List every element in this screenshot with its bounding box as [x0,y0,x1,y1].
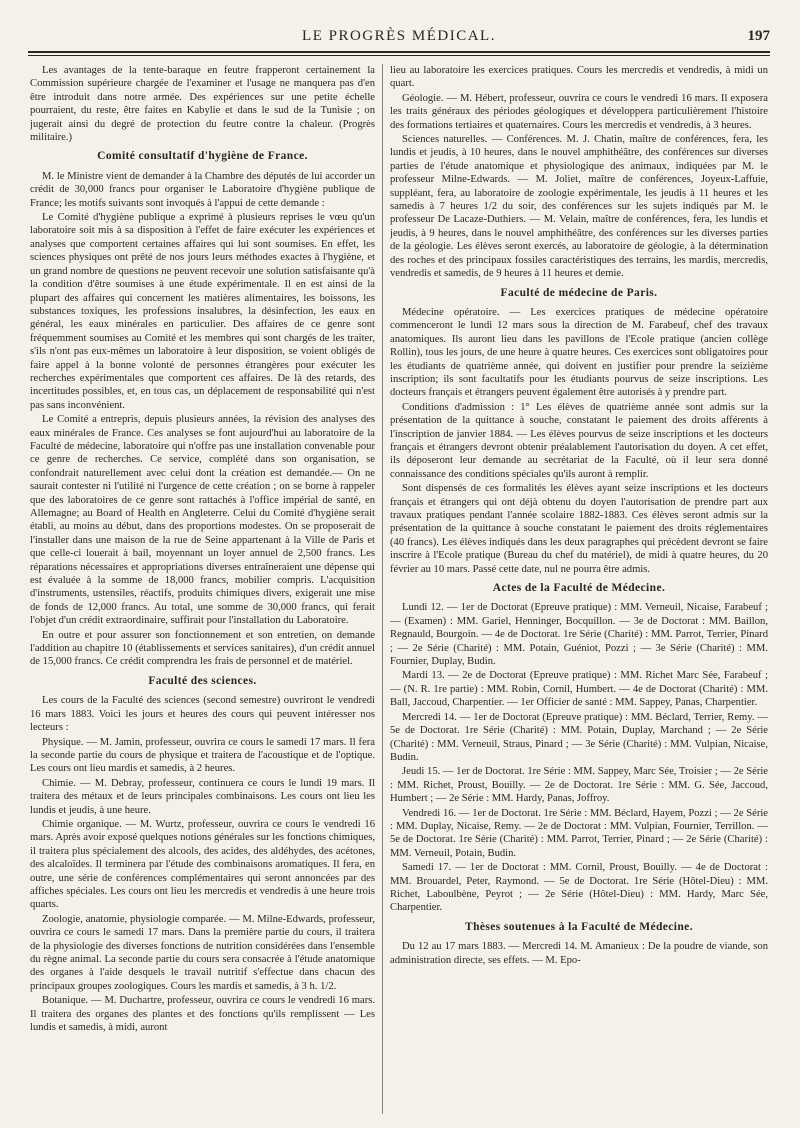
paragraph: M. le Ministre vient de demander à la Chambre des députés de lui accorder un crédit de 30,000 francs pour organiser le Laboratoire d'hygiène publique de France; les motifs suivants sont invoqués à l'appui de cette demande : [30,170,375,209]
exam-entry: Samedi 17. — 1er de Doctorat : MM. Cornil, Proust, Bouilly. — 4e de Doctorat : MM. Brouardel, Peter, Raymond. — 5e de Doctorat. 1re Série (Hôtel-Dieu) : MM. Richet, Laboulbène, Peyrot ; — 2e Série (Hôtel-Dieu) : MM. Hardy, Marc Sée, Charpentier. [390,862,768,914]
paragraph: Conditions d'admission : 1° Les élèves de quatrième année sont admis sur la présentation de la quittance à souche, constatant le paiement des droits afférents à l'inscription de janvier 1884. — Les élèves pourvus de seize inscriptions et les docteurs français et étrangers devront obtenir préalablement l'autorisation du doyen. A cet effet, ils déposeront leur demande au secrétariat de la Faculté, où il leur sera donné connaissance des conditions spéciales qu'ils auront à remplir. [390,401,768,480]
exam-entry: Mercredi 14. — 1er de Doctorat (Epreuve pratique) : MM. Béclard, Terrier, Remy. — 5e de Doctorat. 1re Série (Charité) : MM. Potain, Duplay, Marchand ; — 2e Série (Charité) : MM. Verneuil, Straus, Pinard ; — 3e Série (Charité) : MM. Vulpian, Nicaise, Budin. [390,711,768,763]
paragraph: Le Comité d'hygiène publique a exprimé à plusieurs reprises le vœu qu'un laboratoire soit mis à sa disposition à l'effet de faire exécuter les expériences et analyses que comportent certaines affaires qui lui sont soumises. En effet, les sciences physiques ont prêté de nos jours leurs méthodes exactes à l'hygiène, et un grand nombre de questions ne peuvent recevoir une solution satisfaisante qu'à la condition d'être soumises à une étude expérimentale. Il en est ainsi de la plupart des affaires qui concernent les matières alimentaires, les boissons, les substances toxiques, les professions insalubres, la désinfection, les eaux en général, les eaux minérales en particulier. Des affaires de ce genre sont fréquemment soumises au Comité et les membres qui sont chargés de les traiter, s'ils n'ont pas eux-mêmes un laboratoire à leur disposition, se voient obligés de faire appel à la bonne volonté de personnes étrangères pour exécuter les recherches expérimentales que comportent ces affaires. De là des retards, des incertitudes possibles, et, en tous cas, un déplacement de responsabilité qui n'est pas sans inconvénient. [30,212,375,411]
exam-entry: Vendredi 16. — 1er de Doctorat. 1re Série : MM. Béclard, Hayem, Pozzi ; — 2e Série : MM. Duplay, Nicaise, Remy. — 2e de Doctorat : MM. Vulpian, Fournier, Terrillon. — 5e de Doctorat. 1re Série (Charité) : MM. Parrot, Terrier, Pinard ; — 2e Série (Charité) : MM. Verneuil, Potain, Budin. [390,807,768,859]
exam-entry: Lundi 12. — 1er de Doctorat (Epreuve pratique) : MM. Verneuil, Nicaise, Farabeuf ; — (Examen) : MM. Gariel, Henninger, Bocquillon. — 3e de Doctorat : MM. Baillon, Regnauld, Bourgoin. — 4e de Doctorat. 1re Série (Charité) : MM. Parrot, Terrier, Pinard ; — 2e Série (Charité) : MM. Potain, Guéniot, Pozzi ; — 3e Série (Charité) : MM. Fournier, Duplay, Budin. [390,602,768,668]
paragraph: Le Comité a entrepris, depuis plusieurs années, la révision des analyses des eaux minérales de France. Ces analyses se font aujourd'hui au laboratoire de la Faculté de médecine, laboratoire qui n'offre pas une installation convenable pour ce genre de recherches. Ce service, complété dans son organisation, se confondrait naturellement avec celui dont la création est demandée.— On ne saurait contester ni l'utilité ni l'urgence de cette création ; on se borne à rappeler que des laboratoires de ce genre sont rattachés à l'office impérial de santé, en Allemagne; au Board of Health en Angleterre. Celui du Comité d'hygiène serait établi, au moins au début, dans des proportions modestes. On se proposerait de l'installer dans une maison de la rue de Seine appartenant à la Ville de Paris et que celle-ci louerait à bail, moyennant un loyer annuel de 2,500 francs. Les réparations nécessaires et appropriations diverses entraîneraient une dépense qui est évaluée à la somme de 18,000 francs, mobilier compris. L'acquisition d'instruments, ustensiles, réactifs, produits chimiques divers, exigerait une mise de fonds de 12,000 francs. Au total, une somme de 30,000 francs, qui ferait l'objet d'un crédit extraordinaire, suffirait pour l'installation du Laboratoire. [30,414,375,627]
journal-title: LE PROGRÈS MÉDICAL. [302,28,496,44]
left-column [30,64,375,1114]
paragraph: Chimie organique. — M. Wurtz, professeur, ouvrira ce cours le vendredi 16 mars. Après avoir exposé quelques notions générales sur les fonctions chimiques, il traitera plus spécialement des alcools, des acides, des aldéhydes, des acétones, des alcaloïdes. Il terminera par l'étude des combinaisons aromatiques. Il fera, en outre, une série de conférences complémentaires qui seront annoncées par des affiches spéciales. Les cours ont lieu les mercredis et vendredis à une heure trois quarts. [30,818,375,911]
paragraph: Physique. — M. Jamin, professeur, ouvrira ce cours le samedi 17 mars. Il fera la seconde partie du cours de physique et traitera de l'acoustique et de l'optique. Les cours ont lieu mardis et samedis, à 2 heures. [30,736,375,775]
paragraph: Botanique. — M. Duchartre, professeur, ouvrira ce cours le vendredi 16 mars. Il traitera des organes des plantes et des fonctions qu'ils remplissent — Les lundis et samedis, à midi, auront [30,995,375,1034]
paragraph: Sont dispensés de ces formalités les élèves ayant seize inscriptions et les docteurs français et étrangers qui ont déjà obtenu du doyen l'autorisation de prendre part aux travaux pratiques pendant l'année scolaire 1882-1883. Ces élèves seront admis sur la présentation de la quittance à souche constatant le paiement des droits réglementaires (40 francs). Les élèves indiqués dans les deux paragraphes qui précèdent devront se faire inscrire à l'Ecole pratique (Bureau du chef du matériel), de midi à quatre heures, du 20 février au 10 mars. Passé cette date, nul ne pourra être admis. [390,483,768,575]
paragraph: Zoologie, anatomie, physiologie comparée. — M. Milne-Edwards, professeur, ouvrira ce cours le samedi 17 mars. Dans la première partie du cours, il traitera de la physiologie des diverses fonctions de nutrition considérées dans l'ensemble du règne animal. La seconde partie du cours sera consacrée à l'étude anatomique des organes à l'aide desquels le travail nutritif s'effectue dans chacun des principaux groupes zoologiques. Cours les mardis et samedis, à 3 h. 1/2. [30,913,375,992]
paragraph: lieu au laboratoire les exercices pratiques. Cours les mercredis et vendredis, à midi un quart. [390,65,768,90]
page-header [28,28,770,50]
paragraph: Géologie. — M. Hébert, professeur, ouvrira ce cours le vendredi 16 mars. Il exposera les traits généraux des périodes géologiques et développera particulièrement l'histoire des formations tertiaires et quaternaires. Cours les mercredis et vendredis, à 3 heures. [390,92,768,131]
right-column [390,64,768,1114]
paragraph: Chimie. — M. Debray, professeur, continuera ce cours le lundi 19 mars. Il traitera des métaux et de leurs principales combinaisons. Les cours ont lieu les lundis et jeudis, à une heure. [30,777,375,816]
paragraph: Médecine opératoire. — Les exercices pratiques de médecine opératoire commenceront le lundi 12 mars sous la direction de M. Farabeuf, chef des travaux anatomiques. Ils auront lieu dans les pavillons de l'Ecole pratique (ancien collège Rollin), tous les jours, de une heure à quatre heures. Ces exercices sont obligatoires pour les étudiants de quatrième année, qui doivent en justifier pour prendre la seizième inscription; ils sont facultatifs pour les étudiants pourvus de seize inscriptions. Les docteurs français et étrangers peuvent également être autorisés à y prendre part. [390,306,768,399]
heading-theses: Thèses soutenues à la Faculté de Médecine. [465,920,693,933]
page-number: 197 [747,28,770,44]
intro-paragraph: Les avantages de la tente-baraque en feutre frapperont certainement la Commission supérieure chargée de l'examiner et l'usage ne manquera pas d'en être introduit dans notre armée. Des expériences sur une petite échelle pourraient, du reste, être faites en Kabylie et dans le sud de la Tunisie ; on jugerait ainsi du degré de protection du feutre contre la chaleur. (Progrès militaire.) [30,65,375,144]
paragraph: Sciences naturelles. — Conférences. M. J. Chatin, maître de conférences, fera, les lundis et jeudis, à 10 heures, dans le nouvel amphithéâtre, des conférences sur diverses parties de l'étude anatomique et physiologique des animaux, indiquées par M. le professeur Milne-Edwards. — M. Joliet, maître de conférences, Joyeux-Laffuie, suppléant, fera, au laboratoire de zoologie expérimentale, les jeudis à 11 heures et les samedis à 7 heures 1/2 du soir, des conférences sur les sujets indiqués par M. le professeur De Lacaze-Duthiers. — M. Velain, maître de conférences, fera, les lundis et jeudis, à 9 heures, dans le nouvel amphithéâtre, des conférences sur les diverses parties de la géologie. Les élèves seront exercés, au laboratoire de géologie, à la détermination des roches et des principaux fossiles caractéristiques des terrains, les mardis, mercredis, vendredis et samedis, de 9 heures à 11 heures et demie. [390,134,768,280]
heading-comite-hygiene: Comité consultatif d'hygiène de France. [97,150,308,163]
paragraph: En outre et pour assurer son fonctionnement et son entretien, on demande l'addition au chapitre 10 (établissements et services sanitaires), d'un crédit annuel de 15,000 francs. Ce crédit comprendra les frais de personnel et de matériel. [30,629,375,668]
heading-faculte-sciences: Faculté des sciences. [148,674,257,687]
header-rule [28,51,770,53]
paragraph: Du 12 au 17 mars 1883. — Mercredi 14. M. Amanieux : De la poudre de viande, son administration directe, ses effets. — M. Epo- [390,941,768,966]
header-rule-thin [28,55,770,56]
column-divider [382,64,383,1114]
heading-actes-faculte: Actes de la Faculté de Médecine. [492,582,666,595]
exam-entry: Jeudi 15. — 1er de Doctorat. 1re Série : MM. Sappey, Marc Sée, Troisier ; — 2e Série : MM. Richet, Proust, Bouilly. — 2e de Doctorat. 1re Série : MM. G. Sée, Jaccoud, Humbert ; — 2e Série : MM. Hardy, Panas, Joffroy. [390,766,768,805]
heading-faculte-medecine: Faculté de médecine de Paris. [500,286,658,299]
paragraph: Les cours de la Faculté des sciences (second semestre) ouvriront le vendredi 16 mars 1883. Voici les jours et heures des cours qui peuvent intéresser nos lecteurs : [30,695,375,734]
exam-entry: Mardi 13. — 2e de Doctorat (Epreuve pratique) : MM. Richet Marc Sée, Farabeuf ; — (N. R. 1re partie) : MM. Robin, Cornil, Humbert. — 4e de Doctorat (Charité) : MM. Ball, Jaccoud, Charpentier. — 1er Officier de santé : MM. Sappey, Panas, Charpentier. [390,670,768,709]
